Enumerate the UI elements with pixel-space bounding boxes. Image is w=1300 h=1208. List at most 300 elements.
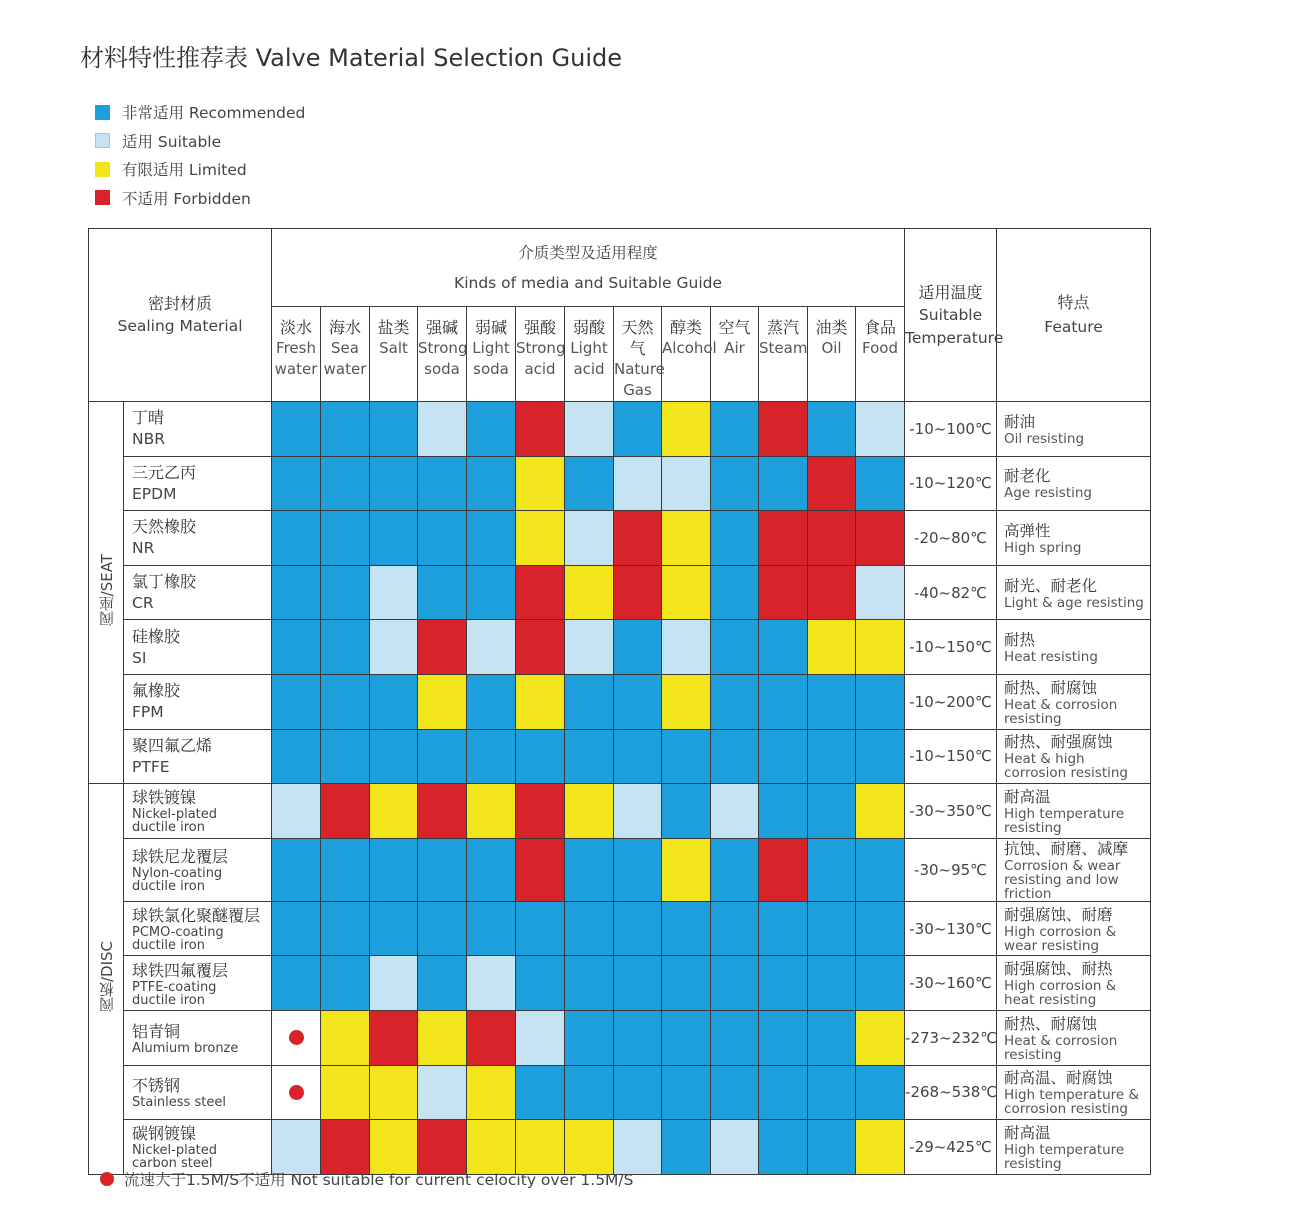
feature-zh: 耐油 — [1004, 412, 1036, 431]
feature-en: High temperature resisting — [1004, 1141, 1125, 1172]
feature-zh: 耐热 — [1004, 631, 1036, 650]
table-row — [89, 565, 1151, 620]
legend-item-recommended — [95, 98, 305, 127]
media-name-en2: acid — [573, 360, 605, 378]
rating-cell-suitable — [370, 620, 418, 675]
table-row — [89, 1010, 1151, 1065]
rating-cell-recommended — [759, 901, 808, 956]
rating-cell-recommended — [321, 456, 370, 511]
feature-cell — [997, 1065, 1151, 1120]
media-column-header — [516, 307, 565, 402]
rating-cell-suitable — [418, 402, 467, 457]
material-name-cell — [124, 620, 272, 675]
feature-cell — [997, 456, 1151, 511]
rating-cell-limited — [565, 784, 614, 839]
rating-cell-limited — [662, 674, 711, 729]
feature-zh: 耐强腐蚀、耐磨 — [1004, 905, 1113, 924]
rating-cell-limited — [662, 565, 711, 620]
material-name-cell — [124, 838, 272, 901]
table-row — [89, 674, 1151, 729]
rating-cell-limited — [467, 1120, 516, 1175]
legend-item-limited — [95, 155, 305, 184]
feature-zh: 耐热、耐腐蚀 — [1004, 678, 1098, 697]
temperature-cell: -30~350℃ — [905, 784, 997, 839]
temperature-cell: -10~150℃ — [905, 620, 997, 675]
table-row — [89, 729, 1151, 784]
material-name-en: FPM — [132, 703, 164, 722]
feature-en: Light & age resisting — [1004, 594, 1144, 611]
rating-cell-recommended — [808, 402, 856, 457]
material-name-zh: 铝青铜 — [132, 1021, 181, 1041]
rating-cell-limited — [467, 1065, 516, 1120]
material-name-en: NR — [132, 539, 155, 558]
temperature-cell: -10~100℃ — [905, 402, 997, 457]
rating-cell-forbidden — [516, 784, 565, 839]
rating-cell-forbidden — [370, 1010, 418, 1065]
rating-cell-limited — [467, 784, 516, 839]
rating-cell-recommended — [272, 674, 321, 729]
media-header-zh: 介质类型及适用程度 — [518, 243, 658, 262]
feature-zh: 高弹性 — [1004, 521, 1051, 540]
temperature-cell: -29~425℃ — [905, 1120, 997, 1175]
rating-cell-recommended — [565, 838, 614, 901]
legend-label: 非常适用 Recommended — [122, 104, 306, 123]
rating-cell-recommended — [272, 729, 321, 784]
material-name-cell — [124, 956, 272, 1011]
rating-cell-limited — [370, 784, 418, 839]
rating-cell-limited — [662, 838, 711, 901]
rating-cell-recommended — [321, 956, 370, 1011]
material-name-zh: 球铁四氟覆层 — [132, 960, 229, 980]
material-name-cell — [124, 784, 272, 839]
rating-cell-recommended — [662, 1120, 711, 1175]
material-name-cell — [124, 565, 272, 620]
rating-cell-recommended — [759, 1065, 808, 1120]
media-name-en1: Fresh — [276, 339, 316, 357]
media-name-zh: 天然气 — [621, 318, 654, 358]
rating-cell-limited — [565, 565, 614, 620]
material-name-en: SI — [132, 648, 147, 667]
rating-cell-recommended — [711, 956, 759, 1011]
rating-cell-recommended — [759, 784, 808, 839]
rating-cell-recommended — [418, 729, 467, 784]
temperature-header-en1: Suitable — [918, 305, 983, 324]
rating-cell-recommended — [272, 565, 321, 620]
material-name-en: NBR — [132, 430, 165, 449]
rating-cell-recommended — [565, 1065, 614, 1120]
media-header-en: Kinds of media and Suitable Guide — [454, 273, 723, 292]
rating-cell-limited — [516, 1120, 565, 1175]
feature-en: Age resisting — [1004, 485, 1092, 502]
rating-cell-recommended — [467, 674, 516, 729]
material-name-cell — [124, 1010, 272, 1065]
table-row — [89, 901, 1151, 956]
media-name-zh: 弱酸 — [573, 318, 606, 337]
rating-cell-forbidden — [321, 1120, 370, 1175]
rating-cell-recommended — [662, 1065, 711, 1120]
group-label: 阀座/SEAT — [97, 554, 116, 627]
rating-cell-recommended — [614, 674, 662, 729]
feature-zh: 耐热、耐强腐蚀 — [1004, 733, 1113, 752]
rating-cell-recommended — [516, 901, 565, 956]
rating-cell-recommended — [418, 565, 467, 620]
rating-cell-recommended — [614, 620, 662, 675]
rating-cell-suitable — [711, 784, 759, 839]
feature-cell — [997, 620, 1151, 675]
rating-cell-recommended — [711, 620, 759, 675]
temperature-cell: -30~160℃ — [905, 956, 997, 1011]
table-row — [89, 620, 1151, 675]
rating-cell-suitable — [467, 956, 516, 1011]
rating-cell-recommended — [467, 729, 516, 784]
material-name-zh: 聚四氟乙烯 — [132, 735, 213, 755]
media-column-header — [856, 307, 905, 402]
rating-cell-limited — [856, 1010, 905, 1065]
rating-cell-recommended — [614, 1010, 662, 1065]
rating-cell-recommended — [808, 901, 856, 956]
material-name-en: PTFE — [132, 757, 170, 776]
rating-cell-suitable — [516, 1010, 565, 1065]
rating-cell-recommended — [516, 729, 565, 784]
material-name-zh: 不锈钢 — [132, 1076, 181, 1096]
rating-cell-recommended — [467, 565, 516, 620]
feature-zh: 抗蚀、耐磨、减摩 — [1004, 839, 1129, 858]
temperature-cell: -273~232℃ — [905, 1010, 997, 1065]
temperature-header — [905, 229, 1004, 402]
rating-cell-limited — [370, 1120, 418, 1175]
rating-cell-recommended — [711, 402, 759, 457]
rating-cell-limited — [321, 1065, 370, 1120]
rating-cell-recommended — [321, 838, 370, 901]
rating-cell-recommended — [808, 784, 856, 839]
media-name-zh: 弱碱 — [475, 318, 508, 337]
media-name-zh: 蒸汽 — [767, 318, 800, 337]
material-name-en: Nylon-coating ductile iron — [132, 866, 223, 895]
rating-cell-suitable — [662, 620, 711, 675]
footnote-text: 流速大于1.5M/S不适用 Not suitable for current celocity over 1.5M/S — [124, 1171, 634, 1189]
feature-en: Heat resisting — [1004, 649, 1098, 666]
legend-swatch-recommended — [95, 105, 110, 120]
temperature-cell: -10~120℃ — [905, 456, 997, 511]
material-name-zh: 球铁镀镍 — [132, 788, 197, 808]
group-label-cell — [89, 784, 124, 1175]
table-row — [89, 784, 1151, 839]
rating-cell-recommended — [272, 456, 321, 511]
rating-cell-recommended — [321, 674, 370, 729]
rating-cell-limited — [662, 402, 711, 457]
media-name-en2: acid — [524, 360, 556, 378]
rating-cell-recommended — [711, 456, 759, 511]
group-label-cell — [89, 402, 124, 784]
material-name-zh: 天然橡胶 — [132, 517, 197, 537]
rating-cell-forbidden — [759, 402, 808, 457]
rating-cell-limited — [856, 620, 905, 675]
media-name-en1: Sea — [331, 339, 359, 357]
material-name-cell — [124, 402, 272, 457]
feature-cell — [997, 402, 1151, 457]
media-column-header — [662, 307, 717, 402]
media-column-header — [711, 307, 759, 402]
rating-cell-recommended — [856, 901, 905, 956]
material-name-en: EPDM — [132, 484, 177, 503]
media-name-en1: Oil — [821, 339, 842, 357]
temperature-cell: -30~130℃ — [905, 901, 997, 956]
legend-swatch-suitable — [95, 133, 110, 148]
material-name-zh: 氟橡胶 — [132, 681, 181, 701]
temperature-header-zh: 适用温度 — [918, 282, 983, 302]
feature-cell — [997, 838, 1151, 901]
feature-cell — [997, 511, 1151, 566]
rating-cell-suitable — [467, 620, 516, 675]
media-column-header — [370, 307, 418, 402]
rating-cell-recommended — [808, 1065, 856, 1120]
rating-cell-forbidden — [614, 511, 662, 566]
rating-cell-forbidden — [614, 565, 662, 620]
rating-cell-recommended — [662, 784, 711, 839]
material-name-cell — [124, 901, 272, 956]
media-name-en1: Food — [862, 339, 899, 357]
rating-cell-recommended — [370, 729, 418, 784]
rating-cell-forbidden — [467, 1010, 516, 1065]
media-name-zh: 强酸 — [524, 318, 557, 337]
media-name-en1: Air — [724, 339, 745, 357]
legend-label: 不适用 Forbidden — [122, 189, 251, 208]
legend-item-suitable — [95, 127, 305, 156]
rating-cell-recommended — [808, 956, 856, 1011]
rating-cell-suitable — [565, 620, 614, 675]
rating-cell-recommended — [467, 402, 516, 457]
media-column-header — [614, 307, 665, 402]
rating-cell-recommended — [321, 729, 370, 784]
material-name-cell — [124, 674, 272, 729]
material-name-en: Nickel-plated carbon steel — [132, 1143, 218, 1172]
media-name-en1: Strong — [516, 339, 566, 357]
media-column-header — [467, 307, 516, 402]
temperature-cell: -30~95℃ — [905, 838, 997, 901]
rating-cell-recommended — [711, 674, 759, 729]
legend-label: 有限适用 Limited — [122, 161, 247, 180]
rating-cell-suitable — [614, 456, 662, 511]
rating-cell-forbidden — [808, 565, 856, 620]
rating-cell-recommended — [565, 956, 614, 1011]
rating-cell-recommended — [614, 1065, 662, 1120]
feature-cell — [997, 1120, 1151, 1175]
feature-en: High temperature resisting — [1004, 805, 1125, 836]
rating-cell-forbidden — [759, 838, 808, 901]
feature-zh: 耐高温 — [1004, 787, 1051, 806]
rating-cell-recommended — [662, 901, 711, 956]
feature-en: Corrosion & wear resisting and low friction — [1004, 857, 1121, 902]
red-dot-icon — [100, 1172, 114, 1186]
rating-cell-recommended — [565, 901, 614, 956]
material-name-zh: 球铁尼龙覆层 — [132, 847, 229, 867]
material-name-zh: 碳钢镀镍 — [132, 1124, 197, 1144]
feature-zh: 耐光、耐老化 — [1004, 576, 1098, 595]
rating-cell-recommended — [856, 956, 905, 1011]
rating-cell-recommended — [272, 620, 321, 675]
rating-cell-recommended — [614, 729, 662, 784]
rating-cell-recommended — [759, 674, 808, 729]
rating-cell-recommended — [808, 838, 856, 901]
rating-cell-recommended — [614, 956, 662, 1011]
rating-cell-limited — [418, 674, 467, 729]
rating-cell-recommended — [370, 402, 418, 457]
rating-cell-recommended — [856, 729, 905, 784]
sealing-material-header-en: Sealing Material — [117, 317, 243, 335]
temperature-cell: -20~80℃ — [905, 511, 997, 566]
media-name-en1: Salt — [379, 339, 408, 357]
rating-cell-recommended — [711, 838, 759, 901]
media-name-en1: Nature — [614, 360, 665, 378]
temperature-cell: -40~82℃ — [905, 565, 997, 620]
rating-cell-recommended — [272, 402, 321, 457]
rating-cell-suitable — [614, 784, 662, 839]
table-row — [89, 1065, 1151, 1120]
material-name-cell — [124, 1120, 272, 1175]
media-name-zh: 淡水 — [280, 318, 313, 337]
material-name-zh: 硅橡胶 — [132, 626, 181, 646]
feature-en: Heat & high corrosion resisting — [1004, 751, 1128, 782]
rating-cell-forbidden — [759, 565, 808, 620]
rating-cell-forbidden — [808, 511, 856, 566]
rating-cell-recommended — [565, 1010, 614, 1065]
media-column-header — [321, 307, 370, 402]
rating-cell-suitable — [711, 1120, 759, 1175]
media-name-zh: 醇类 — [670, 318, 703, 337]
legend-swatch-limited — [95, 162, 110, 177]
rating-cell-recommended — [272, 956, 321, 1011]
media-name-zh: 空气 — [718, 318, 751, 337]
media-name-zh: 海水 — [329, 318, 362, 337]
rating-cell-recommended — [321, 565, 370, 620]
feature-cell — [997, 674, 1151, 729]
rating-cell-suitable — [856, 402, 905, 457]
rating-cell-suitable — [272, 784, 321, 839]
media-name-en2: water — [274, 360, 318, 378]
rating-cell-recommended — [711, 511, 759, 566]
feature-cell — [997, 729, 1151, 784]
legend-item-forbidden — [95, 184, 305, 213]
media-name-zh: 强碱 — [426, 318, 459, 337]
rating-cell-limited — [662, 511, 711, 566]
rating-cell-suitable — [565, 402, 614, 457]
rating-cell-recommended — [370, 511, 418, 566]
material-name-cell — [124, 1065, 272, 1120]
feature-header — [997, 229, 1151, 402]
rating-cell-recommended — [321, 620, 370, 675]
feature-en: High corrosion & heat resisting — [1004, 978, 1117, 1009]
rating-cell-forbidden — [808, 456, 856, 511]
rating-cell-recommended — [808, 674, 856, 729]
material-name-en: CR — [132, 594, 154, 613]
rating-cell-recommended — [759, 729, 808, 784]
material-name-en: Alumium bronze — [132, 1040, 239, 1056]
rating-cell-recommended — [614, 838, 662, 901]
rating-cell-recommended — [808, 1010, 856, 1065]
rating-cell-recommended — [614, 402, 662, 457]
media-name-en1: Strong — [418, 339, 468, 357]
rating-cell-recommended — [272, 901, 321, 956]
rating-cell-recommended — [370, 901, 418, 956]
rating-cell-recommended — [370, 674, 418, 729]
rating-cell-recommended — [565, 456, 614, 511]
feature-en: High corrosion & wear resisting — [1004, 923, 1117, 954]
material-name-en: Stainless steel — [132, 1095, 226, 1111]
feature-en: Heat & corrosion resisting — [1004, 696, 1118, 727]
rating-cell-recommended — [418, 838, 467, 901]
media-column-header — [759, 307, 808, 402]
media-column-header — [418, 307, 467, 402]
media-name-en2: Gas — [623, 381, 652, 399]
rating-cell-suitable — [856, 565, 905, 620]
table-row — [89, 1120, 1151, 1175]
rating-cell-not-applicable — [272, 1065, 321, 1120]
rating-cell-suitable — [370, 565, 418, 620]
material-name-cell — [124, 456, 272, 511]
rating-cell-recommended — [662, 729, 711, 784]
rating-cell-limited — [516, 456, 565, 511]
material-name-cell — [124, 729, 272, 784]
table-row — [89, 456, 1151, 511]
material-name-zh: 氯丁橡胶 — [132, 572, 197, 592]
rating-cell-recommended — [418, 511, 467, 566]
feature-header-zh: 特点 — [1057, 293, 1090, 312]
feature-zh: 耐强腐蚀、耐热 — [1004, 960, 1113, 979]
media-column-header — [565, 307, 614, 402]
temperature-header-en2: Temperature — [905, 328, 1004, 347]
rating-cell-recommended — [711, 901, 759, 956]
feature-en: Oil resisting — [1004, 430, 1085, 447]
media-name-en2: water — [323, 360, 367, 378]
media-name-zh: 食品 — [864, 318, 897, 337]
rating-cell-forbidden — [516, 838, 565, 901]
rating-cell-recommended — [662, 1010, 711, 1065]
media-column-header — [808, 307, 856, 402]
rating-cell-forbidden — [516, 565, 565, 620]
rating-cell-suitable — [614, 1120, 662, 1175]
legend-label: 适用 Suitable — [122, 132, 222, 151]
rating-cell-limited — [516, 511, 565, 566]
rating-cell-recommended — [516, 956, 565, 1011]
rating-cell-limited — [370, 1065, 418, 1120]
footnote — [100, 1168, 634, 1190]
feature-header-en: Feature — [1044, 318, 1103, 336]
rating-cell-recommended — [272, 511, 321, 566]
rating-cell-recommended — [370, 838, 418, 901]
rating-cell-recommended — [856, 1065, 905, 1120]
temperature-cell: -10~200℃ — [905, 674, 997, 729]
media-name-en2: soda — [473, 360, 509, 378]
rating-cell-recommended — [370, 456, 418, 511]
media-header — [272, 229, 905, 307]
rating-cell-recommended — [467, 901, 516, 956]
rating-cell-recommended — [759, 620, 808, 675]
rating-cell-limited — [418, 1010, 467, 1065]
rating-cell-limited — [808, 620, 856, 675]
rating-cell-recommended — [759, 1010, 808, 1065]
rating-cell-suitable — [272, 1120, 321, 1175]
rating-cell-recommended — [711, 1065, 759, 1120]
rating-cell-forbidden — [418, 620, 467, 675]
rating-cell-recommended — [711, 565, 759, 620]
rating-cell-recommended — [565, 729, 614, 784]
feature-cell — [997, 901, 1151, 956]
rating-cell-limited — [516, 674, 565, 729]
rating-cell-limited — [565, 1120, 614, 1175]
table-row — [89, 511, 1151, 566]
rating-cell-recommended — [467, 511, 516, 566]
material-selection-table — [88, 228, 1151, 1175]
